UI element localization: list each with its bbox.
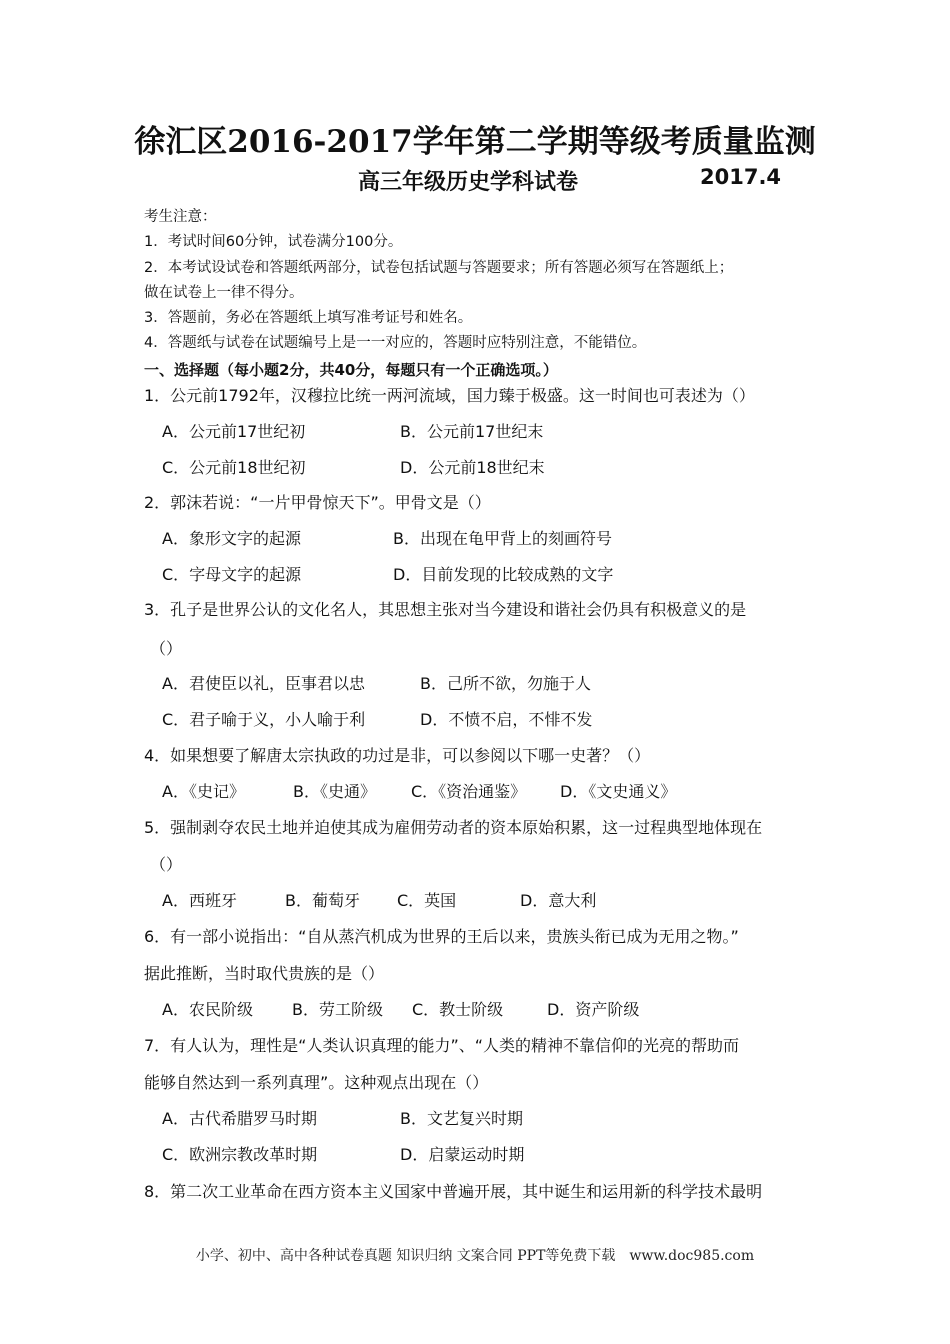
option-a: A．农民阶级 [162, 1000, 253, 1019]
question-stem: 3．孔子是世界公认的文化名人，其思想主张对当今建设和谐社会仍具有积极意义的是 [144, 600, 747, 619]
question-stem-continued: 能够自然达到一系列真理”。这种观点出现在（） [144, 1073, 489, 1092]
question-stem-continued: （） [150, 639, 183, 658]
exam-subtitle: 高三年级历史学科试卷 [358, 169, 579, 195]
option-b: B．《史通》 [293, 782, 376, 801]
option-a: A．古代希腊罗马时期 [162, 1109, 317, 1128]
notice-line: 4．答题纸与试卷在试题编号上是一一对应的，答题时应特别注意，不能错位。 [144, 335, 647, 351]
exam-title: 徐汇区2016-2017学年第二学期等级考质量监测 [134, 124, 816, 160]
option-b: B．葡萄牙 [285, 891, 360, 910]
question-stem: 6．有一部小说指出：“自从蒸汽机成为世界的王后以来，贵族头衔已成为无用之物。” [144, 927, 739, 946]
option-c: C．字母文字的起源 [162, 565, 302, 584]
option-c: C．公元前18世纪初 [162, 458, 306, 477]
option-c: C．英国 [397, 891, 457, 910]
option-b: B．劳工阶级 [292, 1000, 383, 1019]
question-stem: 4．如果想要了解唐太宗执政的功过是非，可以参阅以下哪一史著？（） [144, 746, 651, 765]
section-title: 一、选择题（每小题2分，共40分，每题只有一个正确选项。） [144, 361, 558, 379]
option-d: D．启蒙运动时期 [400, 1145, 525, 1164]
option-b: B．文艺复兴时期 [400, 1109, 523, 1128]
option-c: C．君子喻于义，小人喻于利 [162, 710, 366, 729]
question-stem: 7．有人认为，理性是“人类认识真理的能力”、“人类的精神不靠信仰的光亮的帮助而 [144, 1036, 740, 1055]
notice-line: 1．考试时间60分钟，试卷满分100分。 [144, 234, 403, 250]
option-b: B．己所不欲，勿施于人 [420, 674, 591, 693]
option-d: D．不愤不启，不悱不发 [420, 710, 593, 729]
option-c: C．《资治通鉴》 [411, 782, 527, 801]
page-footer: 小学、初中、高中各种试卷真题 知识归纳 文案合同 PPT等免费下载 www.doc985.com [195, 1248, 755, 1264]
notice-line: 2．本考试设试卷和答题纸两部分，试卷包括试题与答题要求；所有答题必须写在答题纸上； [144, 260, 734, 276]
option-d: D．意大利 [520, 891, 597, 910]
question-stem-continued: 据此推断，当时取代贵族的是（） [144, 964, 385, 983]
option-a: A．象形文字的起源 [162, 529, 301, 548]
option-c: C．教士阶级 [412, 1000, 504, 1019]
option-d: D．公元前18世纪末 [400, 458, 545, 477]
option-d: D．资产阶级 [547, 1000, 640, 1019]
option-a: A．君使臣以礼，臣事君以忠 [162, 674, 365, 693]
question-stem: 1．公元前1792年，汉穆拉比统一两河流域，国力臻于极盛。这一时间也可表述为（） [144, 386, 755, 405]
notice-heading: 考生注意： [144, 209, 217, 225]
option-d: D．目前发现的比较成熟的文字 [393, 565, 614, 584]
option-a: A．公元前17世纪初 [162, 422, 306, 441]
option-c: C．欧洲宗教改革时期 [162, 1145, 318, 1164]
question-stem: 2．郭沫若说：“一片甲骨惊天下”。甲骨文是（） [144, 493, 491, 512]
option-a: A．西班牙 [162, 891, 237, 910]
question-stem-continued: （） [150, 855, 183, 874]
exam-date: 2017.4 [700, 165, 782, 189]
option-b: B．公元前17世纪末 [400, 422, 544, 441]
option-b: B．出现在龟甲背上的刻画符号 [393, 529, 612, 548]
question-stem: 5．强制剥夺农民土地并迫使其成为雇佣劳动者的资本原始积累，这一过程典型地体现在 [144, 818, 763, 837]
question-stem: 8．第二次工业革命在西方资本主义国家中普遍开展，其中诞生和运用新的科学技术最明 [144, 1182, 763, 1201]
notice-line: 做在试卷上一律不得分。 [144, 285, 304, 301]
notice-line: 3．答题前，务必在答题纸上填写准考证号和姓名。 [144, 310, 473, 326]
option-d: D．《文史通义》 [560, 782, 677, 801]
option-a: A．《史记》 [162, 782, 245, 801]
